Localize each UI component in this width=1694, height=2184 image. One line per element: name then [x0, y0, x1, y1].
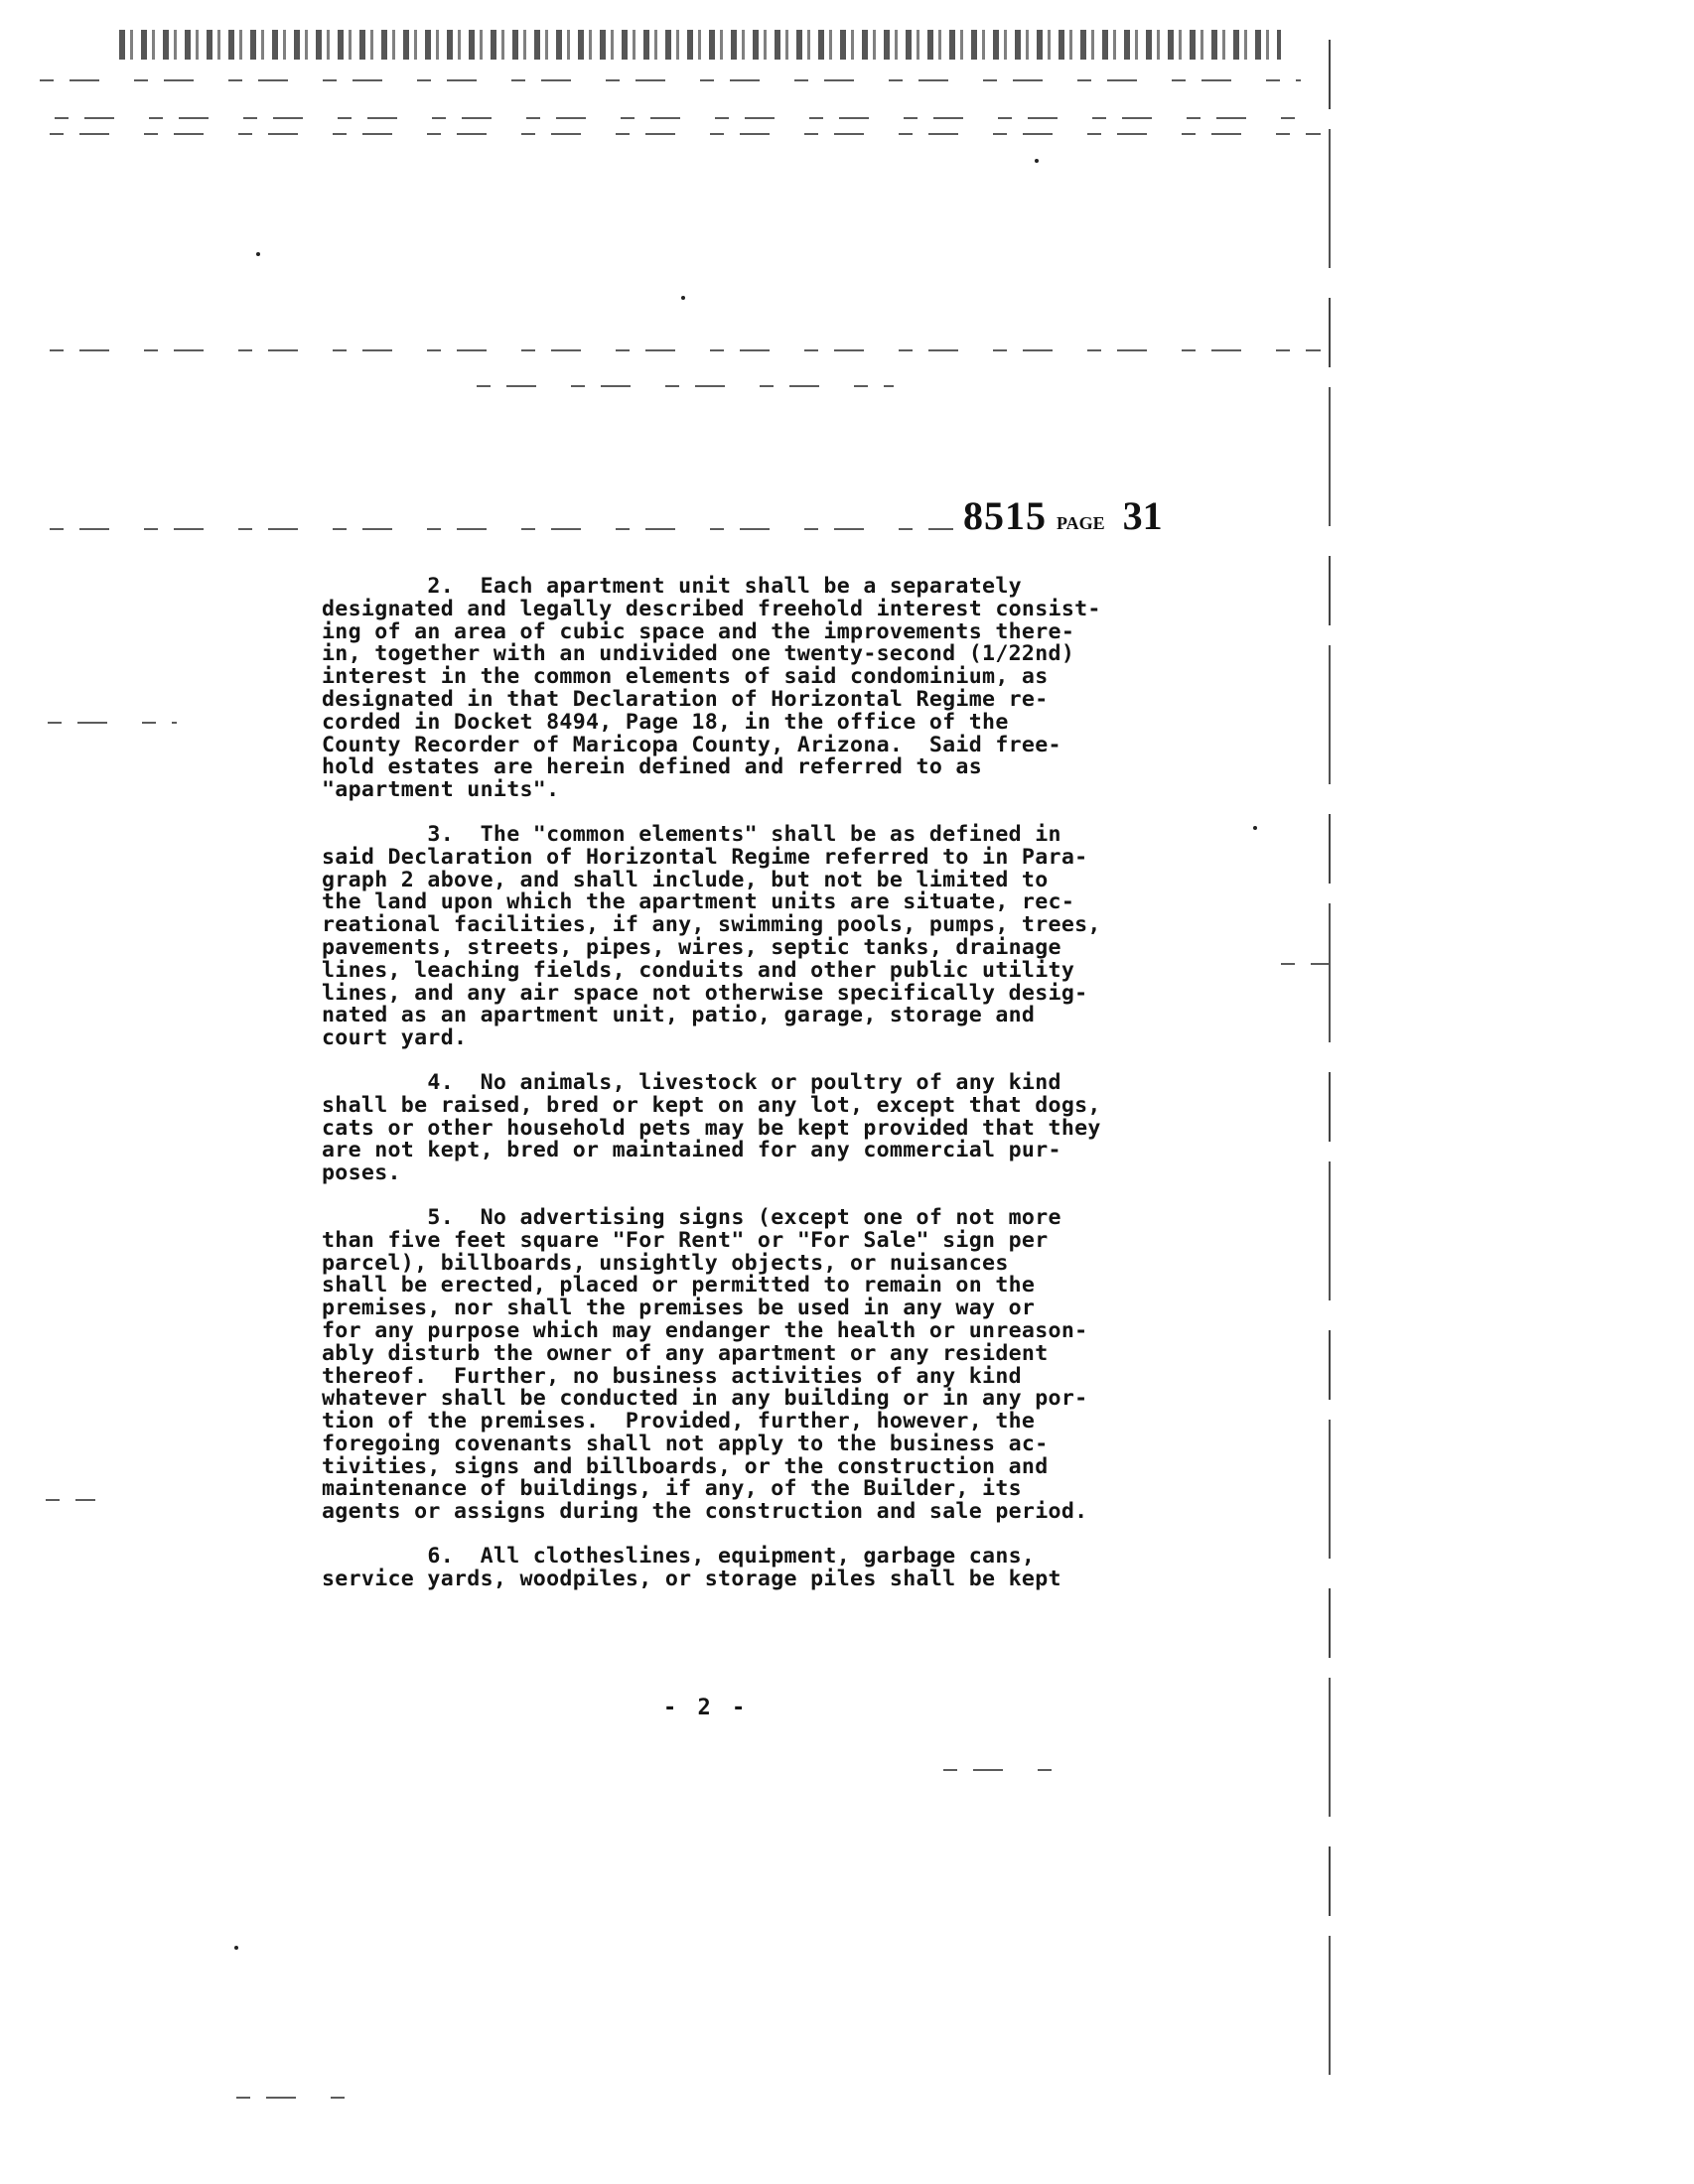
text-line: foregoing covenants shall not apply to the business ac- — [322, 1431, 1049, 1456]
text-line: nated as an apartment unit, patio, garage, storage and — [322, 1003, 1036, 1028]
scan-noise-line — [1281, 963, 1329, 965]
text-line: for any purpose which may endanger the health or unreason- — [322, 1317, 1088, 1343]
scan-speck — [256, 252, 260, 256]
scan-speck — [1253, 826, 1257, 830]
scan-noise-line — [236, 2097, 346, 2099]
paragraph-6 — [322, 1546, 1196, 1591]
paragraph-2 — [322, 576, 1196, 802]
scan-noise-line — [50, 133, 1321, 135]
text-line: ing of an area of cubic space and the improvements there- — [322, 618, 1075, 644]
scan-noise-line — [477, 385, 894, 387]
page-label: PAGE — [1057, 513, 1105, 533]
text-line: lines, leaching fields, conduits and other public utility — [322, 957, 1075, 983]
page-number: 31 — [1122, 493, 1163, 538]
text-line: corded in Docket 8494, Page 18, in the office of the — [322, 709, 1009, 735]
scan-noise-line — [48, 722, 177, 724]
book-page-stamp — [963, 492, 1163, 539]
text-line: 2. Each apartment unit shall be a separately — [322, 574, 1022, 599]
paragraph-5 — [322, 1204, 1196, 1525]
text-line: agents or assigns during the construction and sale period. — [322, 1499, 1088, 1525]
text-line: are not kept, bred or maintained for any commercial pur- — [322, 1138, 1061, 1163]
text-line: reational facilities, if any, swimming pools, pumps, trees, — [322, 912, 1101, 938]
scan-noise-line — [943, 1769, 1062, 1771]
book-number: 8515 — [963, 493, 1047, 538]
text-line: than five feet square "For Rent" or "For Sale" sign per — [322, 1227, 1049, 1253]
text-line: said Declaration of Horizontal Regime referred to in Para- — [322, 844, 1088, 870]
text-line: hold estates are herein defined and referred to as — [322, 754, 983, 780]
text-line: cats or other household pets may be kept provided that they — [322, 1115, 1101, 1141]
text-line: maintenance of buildings, if any, of the Builder, its — [322, 1476, 1022, 1502]
paragraph-4 — [322, 1069, 1196, 1186]
text-line: 6. All clotheslines, equipment, garbage cans, — [322, 1544, 1036, 1570]
text-line: designated in that Declaration of Horizontal Regime re- — [322, 686, 1049, 712]
text-line: 4. No animals, livestock or poultry of any kind — [322, 1069, 1061, 1095]
text-line: interest in the common elements of said condominium, as — [322, 664, 1049, 690]
text-line: thereof. Further, no business activities of any kind — [322, 1363, 1022, 1389]
scan-speck — [1035, 159, 1039, 163]
scan-noise-line — [55, 117, 1296, 119]
scan-noise-line — [50, 349, 1321, 351]
scan-noise-line — [50, 528, 953, 530]
scan-noise-line — [40, 79, 1301, 81]
text-line: poses. — [322, 1160, 401, 1186]
text-line: parcel), billboards, unsightly objects, or nuisances — [322, 1250, 1009, 1276]
text-line: graph 2 above, and shall include, but not be limited to — [322, 867, 1049, 892]
text-line: pavements, streets, pipes, wires, septic tanks, drainage — [322, 934, 1061, 960]
text-line: tivities, signs and billboards, or the construction and — [322, 1453, 1049, 1479]
text-line: in, together with an undivided one twenty-second (1/22nd) — [322, 641, 1075, 667]
text-line: 5. No advertising signs (except one of not more — [322, 1204, 1061, 1230]
text-line: shall be raised, bred or kept on any lot, except that dogs, — [322, 1092, 1101, 1118]
text-line: designated and legally described freehold interest consist- — [322, 596, 1101, 621]
scan-speck — [681, 296, 685, 300]
text-line: lines, and any air space not otherwise specifically desig- — [322, 980, 1088, 1006]
scan-smudge-band — [119, 30, 1281, 60]
text-line: "apartment units". — [322, 777, 560, 803]
text-line: ably disturb the owner of any apartment or any resident — [322, 1340, 1049, 1366]
text-line: shall be erected, placed or permitted to remain on the — [322, 1273, 1036, 1298]
scan-speck — [234, 1946, 238, 1950]
paragraph-3 — [322, 821, 1196, 1051]
text-line: 3. The "common elements" shall be as defined in — [322, 821, 1061, 847]
scan-noise-line — [46, 1499, 95, 1501]
scan-page-edge — [1329, 40, 1331, 2075]
document-body — [322, 576, 1196, 1613]
text-line: whatever shall be conducted in any building or in any por- — [322, 1386, 1088, 1412]
text-line: service yards, woodpiles, or storage piles shall be kept — [322, 1566, 1061, 1591]
text-line: the land upon which the apartment units are situate, rec- — [322, 889, 1075, 915]
text-line: County Recorder of Maricopa County, Arizona. Said free- — [322, 732, 1061, 757]
text-line: court yard. — [322, 1025, 468, 1051]
text-line: tion of the premises. Provided, further, however, the — [322, 1409, 1036, 1434]
page-footer: - 2 - — [663, 1696, 750, 1720]
text-line: premises, nor shall the premises be used in any way or — [322, 1296, 1036, 1321]
